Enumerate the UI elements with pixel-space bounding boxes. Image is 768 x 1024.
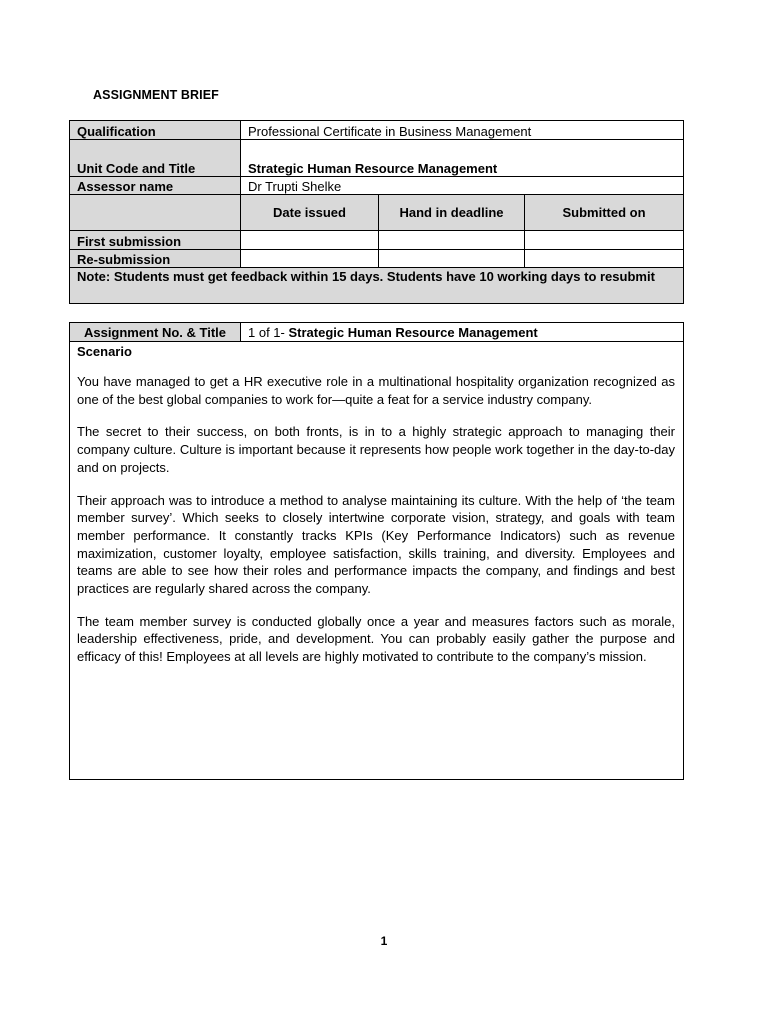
resubmission-submitted: [525, 250, 684, 268]
page-number: 1: [380, 934, 388, 948]
scenario-paragraph: You have managed to get a HR executive role in a multinational hospitality organization recognized as one of the best global companies to work for—quite a feat for a service industry company.: [77, 374, 675, 407]
unit-value: Strategic Human Resource Management: [241, 140, 684, 177]
scenario-section: [70, 342, 684, 780]
first-submission-deadline: [379, 231, 525, 250]
scenario-paragraph: The team member survey is conducted globally once a year and measures factors such as morale, leadership effectiveness, pride, and development. You can probably easily gather the purpose and efficacy of this! Employees at all levels are highly motivated to contribute to the company’s mission.: [77, 613, 675, 665]
hand-in-deadline-header: Hand in deadline: [379, 195, 525, 231]
assignment-title: Strategic Human Resource Management: [288, 324, 538, 340]
first-submission-label: First submission: [70, 231, 241, 250]
qualification-label: Qualification: [70, 121, 241, 140]
scenario-paragraph: The secret to their success, on both fronts, is in to a highly strategic approach to managing their company culture. Culture is important because it represents how people work together in the day-to-day and on projects.: [77, 424, 675, 475]
qualification-value: Professional Certificate in Business Management: [241, 121, 684, 140]
first-submission-date-issued: [241, 231, 379, 250]
scenario-paragraph: Their approach was to introduce a method to analyse maintaining its culture. With the help of ‘the team member survey’. Which seeks to closely intertwine corporate vision, strategy, and goals with team member performance. It constantly tracks KPIs (Key Performance Indicators) such as revenue maximization, customer loyalty, employee satisfaction, skills training, and diversity. Employees and teams are able to see how their roles and performance impacts the company, and findings and best practices are regularly shared across the company.: [77, 492, 675, 597]
assessor-label: Assessor name: [70, 177, 241, 195]
assignment-table: [69, 322, 684, 780]
first-submission-submitted: [525, 231, 684, 250]
unit-label: Unit Code and Title: [70, 140, 241, 177]
resubmission-deadline: [379, 250, 525, 268]
feedback-note: Note: Students must get feedback within 15 days. Students have 10 working days to resubmit: [70, 268, 684, 304]
scenario-heading: Scenario: [77, 344, 132, 359]
assessor-value: Dr Trupti Shelke: [241, 177, 684, 195]
submitted-on-header: Submitted on: [525, 195, 684, 231]
assignment-title-cell: [241, 323, 684, 342]
assignment-number: 1 of 1-: [248, 324, 285, 340]
header-blank-cell: [70, 195, 241, 231]
assignment-number-label: Assignment No. & Title: [70, 323, 241, 342]
date-issued-header: Date issued: [241, 195, 379, 231]
resubmission-date-issued: [241, 250, 379, 268]
brief-table: [69, 120, 684, 304]
resubmission-label: Re-submission: [70, 250, 241, 268]
assignment-brief-title: ASSIGNMENT BRIEF: [93, 88, 219, 102]
